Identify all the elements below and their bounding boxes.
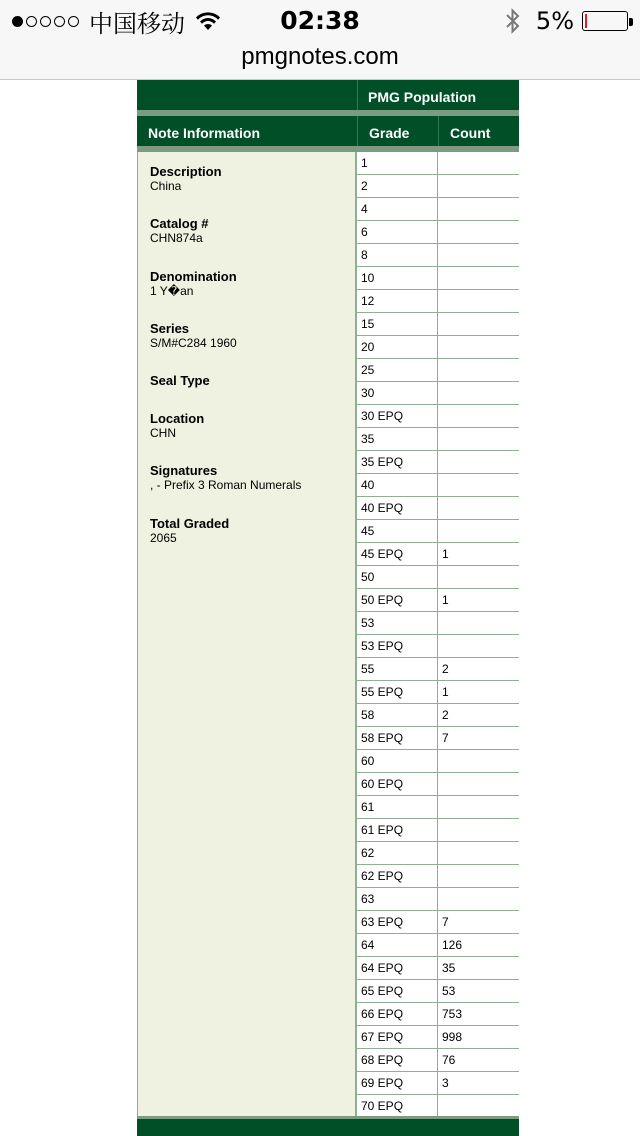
count-cell [438,290,519,312]
grade-cell: 50 EPQ [357,589,438,611]
population-row [357,497,519,520]
count-cell: 35 [442,961,456,975]
population-row [357,819,519,842]
note-information-heading: Note Information [148,125,260,141]
count-cell: 3 [442,1076,449,1090]
count-cell [438,842,519,864]
note-field-label: Location [150,411,205,426]
note-information-panel [137,152,357,1116]
status-right [504,6,628,36]
population-row [357,750,519,773]
grade-cell: 70 EPQ [357,1095,438,1117]
clock: 02:38 [280,6,360,35]
population-row [357,221,519,244]
bluetooth-icon [504,7,522,35]
population-row [357,428,519,451]
note-field [150,373,210,388]
note-field-value: , - Prefix 3 Roman Numerals [150,478,302,492]
count-cell [438,1095,519,1117]
grade-cell: 4 [357,198,438,220]
grade-cell: 61 EPQ [357,819,438,841]
population-row [357,336,519,359]
grade-cell: 60 EPQ [357,773,438,795]
count-cell: 2 [442,708,449,722]
battery-percent: 5% [535,7,574,35]
population-row [357,888,519,911]
grade-cell: 62 EPQ [357,865,438,887]
population-row [357,1095,519,1118]
population-row [357,198,519,221]
count-cell [438,336,519,358]
population-row [357,842,519,865]
grade-cell: 65 EPQ [357,980,438,1002]
note-field [150,216,209,246]
grade-cell: 53 [357,612,438,634]
grade-cell: 10 [357,267,438,289]
population-row [357,566,519,589]
count-cell [438,635,519,657]
grade-cell: 12 [357,290,438,312]
population-row [357,589,519,612]
pmg-population-heading: PMG Population [357,80,519,110]
note-field-value: China [150,179,182,193]
count-cell [438,612,519,634]
grade-cell: 20 [357,336,438,358]
population-row [357,543,519,566]
grade-cell: 35 [357,428,438,450]
count-cell [438,175,519,197]
table-footer-bar [137,1119,519,1136]
grade-count-list [357,152,519,1118]
note-field-label: Catalog # [150,216,209,231]
count-cell [438,428,519,450]
count-cell [438,796,519,818]
population-row [357,520,519,543]
population-row [357,1026,519,1049]
count-cell [438,152,519,174]
carrier-name: 中国移动 [89,9,185,38]
address-bar[interactable]: pmgnotes.com [0,40,640,80]
population-row [357,359,519,382]
grade-cell: 67 EPQ [357,1026,438,1048]
note-field [150,321,237,351]
count-cell [438,405,519,427]
note-field [150,411,204,441]
count-cell [438,819,519,841]
note-field-label: Description [150,164,222,179]
note-field-value: CHN874a [150,231,203,245]
population-row [357,704,519,727]
population-row [357,681,519,704]
count-cell [438,520,519,542]
population-row [357,635,519,658]
population-row [357,1072,519,1095]
count-cell: 76 [442,1053,456,1067]
count-cell: 1 [442,685,449,699]
note-field-label: Series [150,321,190,336]
battery-level-fill [585,14,587,28]
note-field-value: S/M#C284 1960 [150,336,237,350]
population-row [357,727,519,750]
count-column-heading: Count [438,116,519,146]
grade-cell: 64 EPQ [357,957,438,979]
count-cell [438,773,519,795]
population-row [357,290,519,313]
population-row [357,865,519,888]
count-cell [438,888,519,910]
battery-icon [582,11,628,31]
population-header-row [137,80,519,110]
grade-cell: 40 [357,474,438,496]
grade-cell: 55 [357,658,438,680]
note-field [150,463,301,493]
count-cell [438,474,519,496]
population-row [357,957,519,980]
note-field [150,516,229,546]
count-cell: 7 [442,731,449,745]
grade-cell: 30 [357,382,438,404]
note-field-label: Denomination [150,269,237,284]
population-row [357,267,519,290]
grade-cell: 50 [357,566,438,588]
population-row [357,934,519,957]
population-row [357,773,519,796]
grade-cell: 58 [357,704,438,726]
grade-cell: 63 EPQ [357,911,438,933]
count-cell: 2 [442,662,449,676]
grade-cell: 66 EPQ [357,1003,438,1025]
count-cell [438,451,519,473]
grade-cell: 60 [357,750,438,772]
grade-cell: 53 EPQ [357,635,438,657]
grade-cell: 30 EPQ [357,405,438,427]
population-row [357,382,519,405]
grade-column-heading: Grade [357,116,438,146]
grade-cell: 64 [357,934,438,956]
population-row [357,911,519,934]
population-row [357,658,519,681]
note-field-value: 1 Y�an [150,284,194,298]
count-cell [438,267,519,289]
count-cell: 753 [442,1007,463,1021]
count-cell [438,313,519,335]
note-field-label: Total Graded [150,516,230,531]
column-header-row [137,116,519,146]
grade-cell: 2 [357,175,438,197]
population-row [357,405,519,428]
population-row [357,980,519,1003]
count-cell [438,865,519,887]
count-cell: 126 [442,938,463,952]
grade-cell: 1 [357,152,438,174]
grade-cell: 68 EPQ [357,1049,438,1071]
population-row [357,1049,519,1072]
grade-cell: 40 EPQ [357,497,438,519]
status-bar [0,0,640,40]
grade-cell: 45 [357,520,438,542]
grade-cell: 62 [357,842,438,864]
note-field [150,269,237,299]
population-row [357,796,519,819]
count-cell [438,359,519,381]
grade-cell: 35 EPQ [357,451,438,473]
note-field-value: 2065 [150,531,177,545]
count-cell [438,198,519,220]
count-cell: 998 [442,1030,463,1044]
population-row [357,152,519,175]
count-cell [438,566,519,588]
grade-cell: 8 [357,244,438,266]
grade-cell: 58 EPQ [357,727,438,749]
population-row [357,175,519,198]
population-row [357,451,519,474]
grade-cell: 6 [357,221,438,243]
count-cell [438,497,519,519]
count-cell: 53 [442,984,456,998]
count-cell: 1 [442,547,449,561]
note-field-label: Signatures [150,463,218,478]
population-row [357,244,519,267]
count-cell [438,382,519,404]
population-row [357,612,519,635]
grade-cell: 45 EPQ [357,543,438,565]
population-row [357,474,519,497]
grade-cell: 63 [357,888,438,910]
note-field-value: CHN [150,426,176,440]
note-field-label: Seal Type [150,373,210,388]
population-row [357,313,519,336]
grade-cell: 69 EPQ [357,1072,438,1094]
count-cell: 1 [442,593,449,607]
grade-cell: 55 EPQ [357,681,438,703]
population-row [357,1003,519,1026]
grade-cell: 25 [357,359,438,381]
count-cell [438,221,519,243]
grade-cell: 15 [357,313,438,335]
count-cell [438,750,519,772]
count-cell [438,244,519,266]
count-cell: 7 [442,915,449,929]
note-field [150,164,222,194]
grade-cell: 61 [357,796,438,818]
